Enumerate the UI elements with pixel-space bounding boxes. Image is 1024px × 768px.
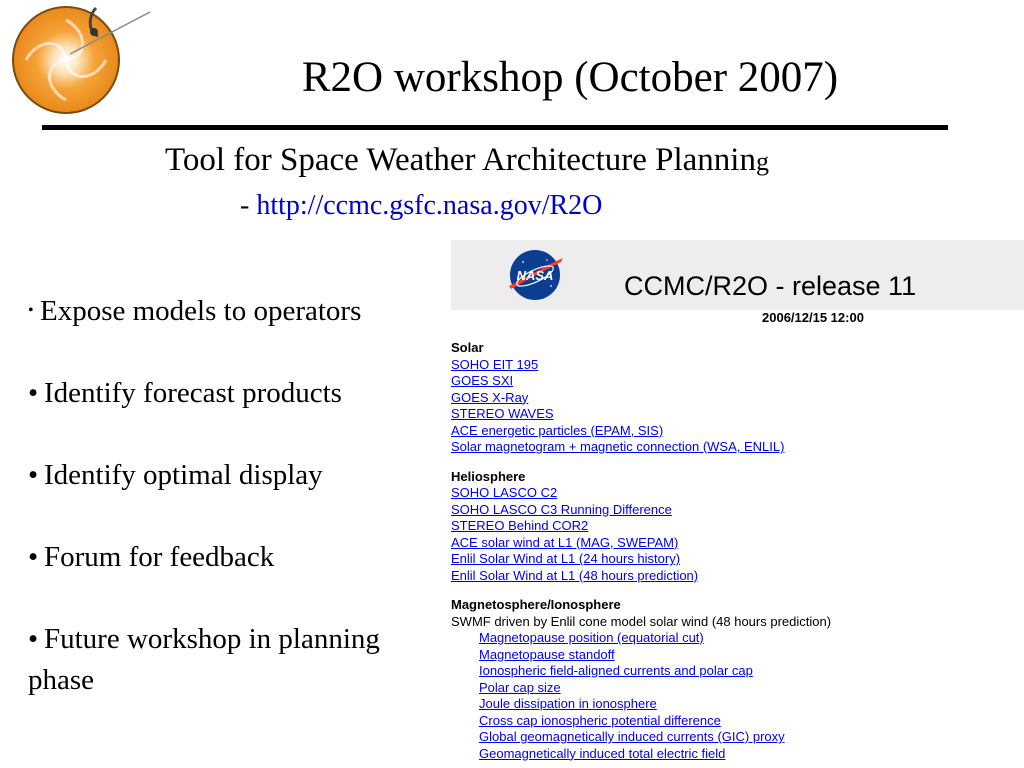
web-link[interactable]: GOES SXI — [451, 373, 514, 388]
r2o-url-link[interactable]: http://ccmc.gsfc.nasa.gov/R2O — [256, 190, 603, 221]
web-timestamp: 2006/12/15 12:00 — [762, 310, 864, 325]
bullet-dot-icon: • — [28, 302, 34, 319]
web-link[interactable]: Enlil Solar Wind at L1 (24 hours history) — [451, 551, 681, 566]
web-link[interactable]: Global geomagnetically induced currents (GIC) proxy — [479, 729, 785, 744]
bullet-text: Identify forecast products — [44, 377, 342, 409]
heliosphere-section — [451, 469, 1024, 585]
web-link[interactable]: SOHO LASCO C3 Running Difference — [451, 501, 672, 517]
web-link[interactable]: Magnetopause standoff — [479, 646, 615, 662]
slide-subtitle — [165, 140, 769, 182]
url-line — [240, 188, 602, 224]
web-link[interactable]: SOHO LASCO C2 — [451, 485, 558, 500]
web-link[interactable]: Joule dissipation in ionosphere — [479, 696, 657, 711]
bullet-item — [28, 619, 428, 701]
web-link[interactable]: Enlil Solar Wind at L1 (48 hours prediction) — [451, 567, 699, 583]
bullet-item — [28, 373, 428, 414]
web-link[interactable]: Cross cap ionospheric potential difference — [479, 712, 721, 728]
web-link[interactable]: Polar cap size — [479, 679, 561, 695]
bullet-dot-icon: • — [28, 459, 39, 491]
web-link[interactable]: ACE solar wind at L1 (MAG, SWEPAM) — [451, 534, 679, 550]
nasa-meatball-logo-icon — [505, 248, 565, 302]
web-page-title: CCMC/R2O - release 11 — [624, 271, 917, 301]
sun-orbit-logo-icon — [8, 2, 158, 120]
magnetosphere-section — [451, 597, 1024, 762]
subtitle-tail-text: g — [755, 147, 769, 176]
bullet-item — [28, 290, 428, 332]
bullet-item — [28, 537, 428, 578]
slide-title: R2O workshop (October 2007) — [301, 54, 839, 101]
bullet-dot-icon: • — [28, 377, 39, 409]
web-link[interactable]: Magnetopause position (equatorial cut) — [479, 630, 704, 645]
solar-section — [451, 340, 1024, 456]
web-link[interactable]: STEREO Behind COR2 — [451, 518, 589, 533]
url-prefix: - — [240, 190, 257, 221]
web-link[interactable]: Solar magnetogram + magnetic connection (WSA, ENLIL) — [451, 439, 785, 454]
bullet-text: Forum for feedback — [44, 541, 275, 573]
title-divider — [42, 125, 948, 130]
bullet-dot-icon: • — [28, 541, 39, 573]
web-link[interactable]: Ionospheric field-aligned currents and polar cap — [479, 663, 753, 678]
bullet-item — [28, 455, 428, 496]
bullet-text: Future workshop in planning phase — [28, 623, 380, 696]
web-link[interactable]: SOHO EIT 195 — [451, 356, 539, 372]
ccmc-web-screenshot — [451, 240, 1024, 768]
section-description: SWMF driven by Enlil cone model solar wind (48 hours prediction) — [451, 613, 832, 629]
web-link[interactable]: Geomagnetically induced total electric field — [479, 745, 726, 761]
bullet-text: Identify optimal display — [44, 459, 323, 491]
section-heading: Magnetosphere/Ionosphere — [451, 597, 621, 612]
web-link[interactable]: STEREO WAVES — [451, 406, 554, 421]
web-link[interactable]: ACE energetic particles (EPAM, SIS) — [451, 422, 664, 438]
bullet-text: Expose models to operators — [40, 295, 362, 327]
section-heading: Heliosphere — [451, 468, 526, 484]
svg-text:NASA: NASA — [516, 268, 554, 283]
web-link-sections — [451, 340, 1024, 768]
web-banner — [451, 240, 1024, 310]
web-link[interactable]: GOES X-Ray — [451, 389, 529, 405]
section-heading: Solar — [451, 340, 484, 355]
bullet-list — [28, 290, 428, 742]
subtitle-main-text: Tool for Space Weather Architecture Plannin — [165, 142, 756, 178]
bullet-dot-icon: • — [28, 623, 39, 655]
